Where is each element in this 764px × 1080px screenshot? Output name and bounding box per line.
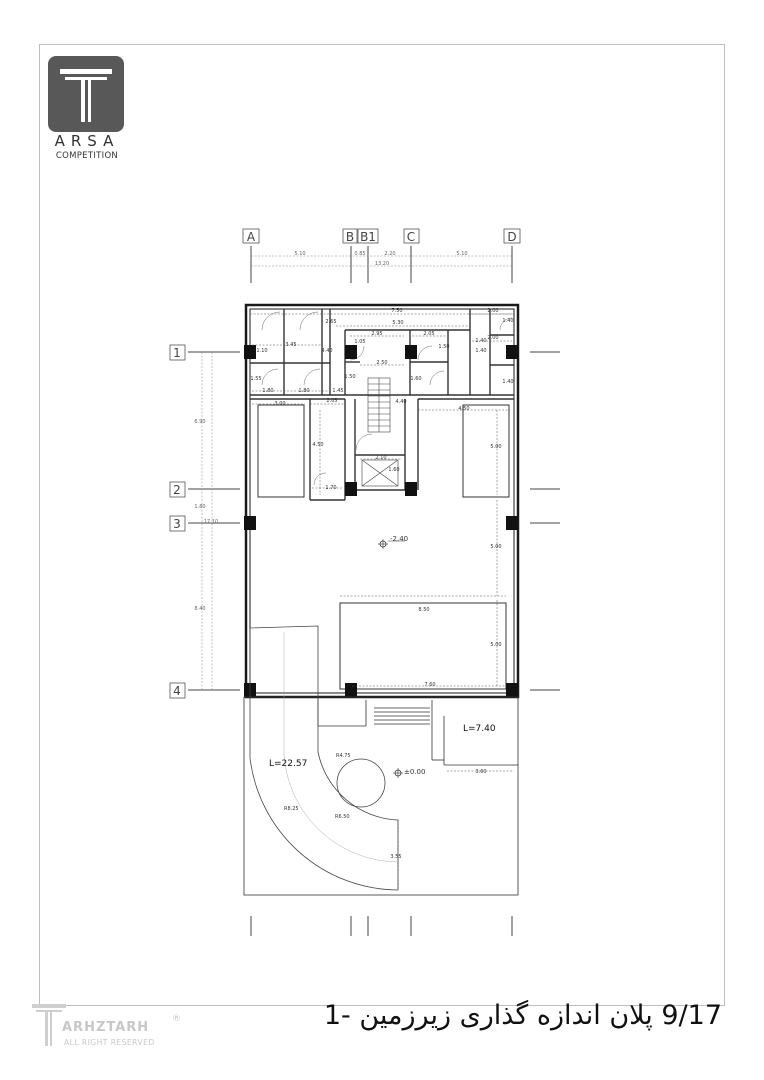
dim-row-2-3: 1.80	[194, 504, 206, 510]
room-dim: 1.40	[502, 318, 514, 324]
room-dim: 2.00	[487, 335, 499, 341]
room-dim: 1.05	[354, 339, 366, 345]
room-dim: 4.50	[458, 406, 470, 412]
room-dim: 1.40	[475, 348, 487, 354]
room-dim: 1.10	[256, 348, 268, 354]
room-dim: 3.00	[274, 401, 286, 407]
watermark-registered: ®	[172, 1014, 181, 1024]
logo-subtitle: COMPETITION	[55, 151, 119, 161]
grid-label-d: D	[507, 230, 517, 244]
dim-row-1-2: 6.90	[194, 419, 206, 425]
room-dim: 5.00	[490, 444, 502, 450]
dim-b1-c: 2.20	[384, 251, 396, 257]
level-basement-value: -2.40	[390, 535, 409, 543]
room-dim: 2.00	[487, 308, 499, 314]
grid-column-markers	[243, 229, 520, 243]
room-dim: 1.40	[502, 379, 514, 385]
room-dim: 1.70	[325, 485, 337, 491]
grid-label-b: B	[345, 230, 355, 244]
room-dimension-lines	[250, 314, 514, 890]
grid-label-b1: B1	[360, 230, 376, 244]
level-marker-ground	[393, 768, 425, 778]
room-dim: 5.00	[490, 642, 502, 648]
dim-row-3-4: 8.40	[194, 606, 206, 612]
ramp-radius: R4.75	[336, 753, 351, 759]
ramp-radius: R8.25	[284, 806, 299, 812]
room-dim: 2.50	[376, 360, 388, 366]
room-dim: 8.50	[418, 607, 430, 613]
room-dim: 1.50	[344, 374, 356, 380]
ramp-straight-length: L=7.40	[463, 724, 496, 734]
room-dim: 5.30	[392, 320, 404, 326]
room-dim: 1.80	[262, 388, 274, 394]
grid-label-1: 1	[173, 346, 181, 360]
room-dim: 3.45	[285, 342, 297, 348]
grid-label-2: 2	[173, 483, 181, 497]
room-dim: 4.40	[321, 348, 333, 354]
logo-word: ARSA	[54, 132, 120, 150]
room-dim: 7.50	[391, 308, 403, 314]
room-dim: 1.45	[332, 388, 344, 394]
grid-label-c: C	[406, 230, 416, 244]
room-dim: 3.55	[390, 854, 402, 860]
stair	[368, 378, 390, 432]
room-dim: 4.50	[312, 442, 324, 448]
grid-row-lines	[188, 352, 560, 690]
dim-total-depth: 17.10	[203, 519, 219, 525]
room-dim: 1.55	[250, 376, 262, 382]
room-dim: 1.60	[388, 467, 400, 473]
room-dim: 7.60	[424, 682, 436, 688]
dim-b-b1: 0.85	[354, 251, 366, 257]
ramp-curved-length: L=22.57	[269, 759, 308, 769]
grid-column-lines	[251, 246, 512, 936]
room-dim: 2.95	[371, 331, 383, 337]
dim-a-b: 5.10	[294, 251, 306, 257]
grid-label-4: 4	[173, 684, 181, 698]
room-dim: 3.60	[475, 769, 487, 775]
room-dim: 4.40	[395, 399, 407, 405]
room-dim: 2.65	[325, 319, 337, 325]
room-dim: 1.50	[438, 344, 450, 350]
room-dim: 2.10	[375, 455, 387, 461]
watermark-name: ARHZTARH	[62, 1020, 150, 1035]
room-dim: 5.00	[490, 544, 502, 550]
room-dim: 1.40	[475, 338, 487, 344]
level-marker-basement	[378, 535, 408, 549]
drawing-title: 9/17 پلان اندازه گذاری زیرزمین -1	[323, 1000, 722, 1031]
room-dimension-labels	[250, 308, 513, 860]
grid-label-3: 3	[173, 517, 181, 531]
level-ground-value: ±0.00	[404, 768, 426, 776]
ramp-radius: R6.50	[335, 814, 350, 820]
structural-columns	[244, 345, 518, 697]
dim-c-d: 5.10	[456, 251, 468, 257]
dim-total-width: 13.20	[374, 261, 390, 267]
room-dim: 1.60	[410, 376, 422, 382]
elevator	[362, 460, 398, 486]
room-dim: 1.80	[298, 388, 310, 394]
watermark-rights: ALL RIGHT RESERVED	[64, 1038, 155, 1047]
grid-label-a: A	[246, 230, 256, 244]
room-dim: 2.05	[326, 398, 338, 404]
room-dim: 2.05	[423, 331, 435, 337]
